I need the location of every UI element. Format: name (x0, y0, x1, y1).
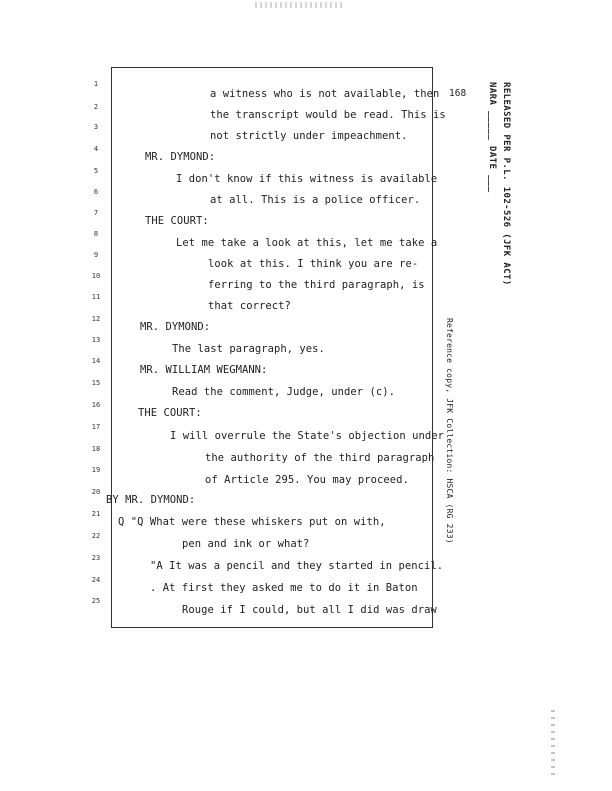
transcript-line: ferring to the third paragraph, is (208, 279, 425, 291)
line-number: 13 (91, 336, 101, 344)
scan-smudge (255, 2, 345, 8)
line-number: 22 (91, 532, 101, 540)
transcript-line: Let me take a look at this, let me take a (176, 237, 438, 249)
transcript-line: pen and ink or what? (182, 538, 310, 550)
line-number: 17 (91, 423, 101, 431)
line-number: 25 (91, 597, 101, 605)
transcript-line: look at this. I think you are re- (208, 258, 419, 270)
transcript-line: the authority of the third paragraph (205, 452, 435, 464)
transcript-line: at all. This is a police officer. (210, 194, 421, 206)
line-number: 21 (91, 510, 101, 518)
speaker-label: MR. DYMOND: (140, 321, 211, 333)
speaker-label: THE COURT: (138, 407, 202, 419)
line-number: 9 (93, 251, 99, 259)
reference-note: Reference copy, JFK Collection: HSCA (RG 233) (445, 318, 454, 544)
line-number: 4 (93, 145, 99, 153)
release-stamp-line-1: RELEASED PER P.L. 102-526 (JFK ACT) (501, 82, 511, 286)
transcript-line: I will overrule the State's objection under (170, 430, 444, 442)
line-number: 16 (91, 401, 101, 409)
line-number: 23 (91, 554, 101, 562)
line-number: 24 (91, 576, 101, 584)
release-stamp-line-2: NARA _____ DATE ___ (487, 82, 497, 193)
transcript-line: the transcript would be read. This is (210, 109, 446, 121)
line-number: 6 (93, 188, 99, 196)
transcript-line: of Article 295. You may proceed. (205, 474, 409, 486)
transcript-line: Rouge if I could, but all I did was draw (182, 604, 437, 616)
line-number: 14 (91, 357, 101, 365)
line-number: 10 (91, 272, 101, 280)
transcript-line: that correct? (208, 300, 291, 312)
line-number: 8 (93, 230, 99, 238)
speaker-label: MR. DYMOND: (145, 151, 216, 163)
line-number: 7 (93, 209, 99, 217)
transcript-line: a witness who is not available, then (210, 88, 440, 100)
transcript-line: "A It was a pencil and they started in pencil. (150, 560, 444, 572)
line-number: 1 (93, 80, 99, 88)
scan-marks (551, 710, 555, 780)
speaker-label: BY MR. DYMOND: (106, 494, 196, 506)
transcript-line: Q "Q What were these whiskers put on with, (118, 516, 386, 528)
line-number: 2 (93, 103, 99, 111)
line-number: 18 (91, 445, 101, 453)
line-number: 19 (91, 466, 101, 474)
line-number: 15 (91, 379, 101, 387)
line-number: 12 (91, 315, 101, 323)
line-number: 5 (93, 167, 99, 175)
transcript-line: I don't know if this witness is available (176, 173, 438, 185)
line-number: 3 (93, 123, 99, 131)
page-number: 168 (449, 88, 467, 99)
line-number: 11 (91, 293, 101, 301)
transcript-line: The last paragraph, yes. (172, 343, 325, 355)
transcript-line: not strictly under impeachment. (210, 130, 408, 142)
transcript-line: Read the comment, Judge, under (c). (172, 386, 396, 398)
line-number: 20 (91, 488, 101, 496)
speaker-label: MR. WILLIAM WEGMANN: (140, 364, 268, 376)
transcript-line: . At first they asked me to do it in Baton (150, 582, 418, 594)
speaker-label: THE COURT: (145, 215, 209, 227)
